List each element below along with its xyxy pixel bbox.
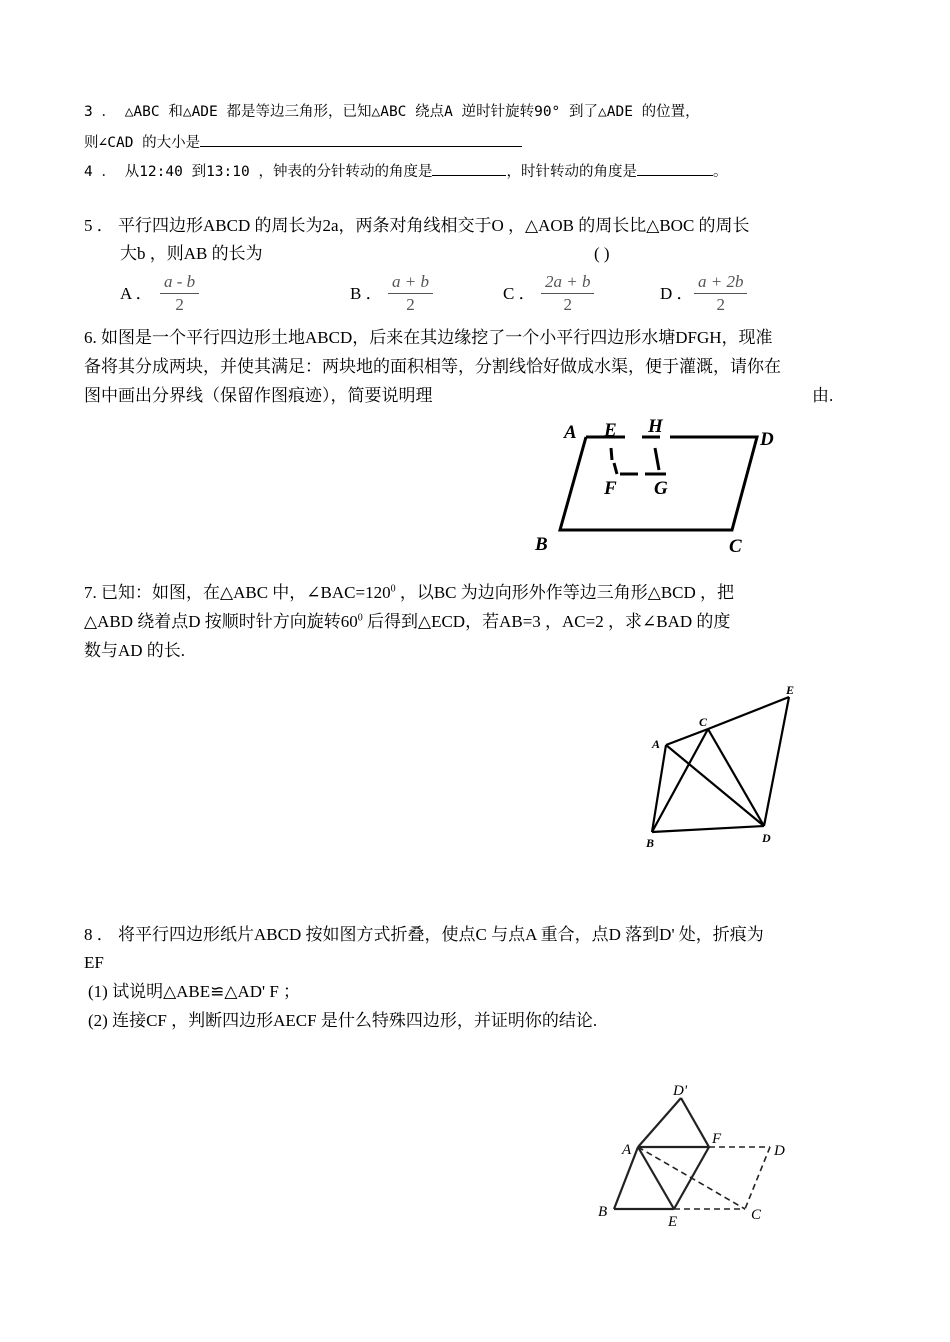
q7-seg-ce (708, 697, 789, 729)
q6-label-e: E (604, 420, 617, 441)
q5-line2: 大b ，则AB 的长为 (120, 244, 263, 263)
q6-label-d: D (760, 429, 774, 450)
q7-line2b: 后得到△ECD，若AB=3 ，AC=2 ，求∠BAD 的度 (362, 612, 731, 631)
q5-option-c-numerator: 2a + b (541, 272, 594, 294)
q3-line2-text: 则∠CAD 的大小是 (84, 135, 201, 151)
q5-option-b-label: B ． (350, 284, 383, 303)
q8-seg-dc-dashed (745, 1147, 770, 1209)
q5-option-c-label: C ． (503, 284, 536, 303)
q8-sub1: (1) 试说明△ABE≌△AD' F ； (88, 982, 301, 1001)
q6-line1: 6. 如图是一个平行四边形土地ABCD，后来在其边缘挖了一个小平行四边形水塘DFGH，现准 (84, 328, 773, 347)
q5-option-a-label: A ． (120, 284, 153, 303)
q7-line1a: 7. 已知：如图，在△ABC 中，∠BAC=120 (84, 583, 391, 602)
q5-option-d-label: D ． (660, 284, 694, 303)
q8-label-d: D (774, 1143, 785, 1159)
q4-part1: 4 ． 从12:40 到13:10 ，钟表的分针转动的角度是 (84, 164, 433, 180)
q7-line1 (84, 583, 734, 603)
q5-option-c-denominator: 2 (563, 295, 572, 314)
q8-seg-adp (638, 1098, 681, 1147)
q7-label-d: D (762, 831, 771, 845)
q8-label-e: E (668, 1214, 678, 1230)
q7-seg-ed (764, 697, 789, 826)
q4-part3: 。 (712, 164, 728, 180)
q7-seg-ad (666, 745, 764, 826)
q5-option-b-numerator: a + b (388, 272, 433, 294)
q5-option-a-numerator: a - b (160, 272, 199, 294)
q7-line2 (84, 612, 730, 632)
q6-line2: 备将其分成两块，并使其满足：两块地的面积相等，分割线恰好做成水渠，便于灌溉，请你在 (84, 357, 781, 376)
q8-seg-ae (638, 1147, 674, 1209)
q7-line1b: ，以BC 为边向形外作等边三角形△BCD ，把 (395, 583, 735, 602)
q5-answer-paren[interactable]: ( ) (594, 244, 610, 263)
q8-seg-dpf (681, 1098, 709, 1147)
q6-line3: 图中画出分界线（保留作图痕迹），简要说明理 (84, 386, 433, 405)
q8-label-a: A (622, 1142, 632, 1158)
q5-option-a-denominator: 2 (175, 295, 184, 314)
q7-label-c: C (699, 715, 708, 729)
q6-label-b: B (535, 534, 548, 555)
q6-pond-ef-dash2 (614, 463, 617, 474)
q8-line2: EF (84, 953, 104, 972)
q7-line3: 数与AD 的长. (84, 641, 186, 660)
q5-option-d-numerator: a + 2b (694, 272, 747, 294)
q5-option-d-denominator: 2 (716, 295, 725, 314)
q7-label-a: A (652, 737, 661, 751)
q7-line2-sup: 0 (357, 612, 363, 624)
q7-seg-cd (708, 729, 764, 826)
q6-label-h: H (648, 416, 663, 437)
q6-pond-hg (655, 448, 659, 470)
q8-line1: 8 ． 将平行四边形纸片ABCD 按如图方式折叠，使点C 与点A 重合，点D 落到D' 处，折痕为 (84, 925, 764, 944)
q8-seg-ac-dashed (638, 1147, 745, 1209)
q6-label-f: F (604, 478, 617, 499)
q7-label-e: E (786, 683, 795, 697)
q7-label-b: B (646, 836, 655, 850)
q7-line2a: △ABD 绕着点D 按顺时针方向旋转60 (84, 612, 358, 631)
q6-label-a: A (564, 422, 577, 443)
q8-label-f: F (712, 1131, 722, 1147)
q6-label-c: C (729, 536, 742, 557)
q5-option-b-denominator: 2 (406, 295, 415, 314)
q5-line1: 5 ． 平行四边形ABCD 的周长为2a，两条对角线相交于O ，△AOB 的周长比△BOC 的周长 (84, 216, 750, 235)
q7-line1-sup: 0 (390, 583, 396, 595)
q6-pond-ef-dash1 (611, 448, 612, 460)
q8-label-c: C (751, 1207, 762, 1223)
q8-label-b: B (598, 1204, 608, 1220)
q8-sub2: (2) 连接CF ，判断四边形AECF 是什么特殊四边形，并证明你的结论. (88, 1011, 598, 1030)
q3-line1: 3 ． △ABC 和△ADE 都是等边三角形，已知△ABC 绕点A 逆时针旋转90° 到了△ADE 的位置， (84, 104, 700, 120)
q6-label-g: G (654, 478, 668, 499)
q6-line3-end: 由. (812, 386, 834, 405)
q7-seg-bd (652, 826, 764, 832)
q8-label-dprime: D' (673, 1083, 688, 1099)
q4-part2: ，时针转动的角度是 (506, 164, 637, 180)
